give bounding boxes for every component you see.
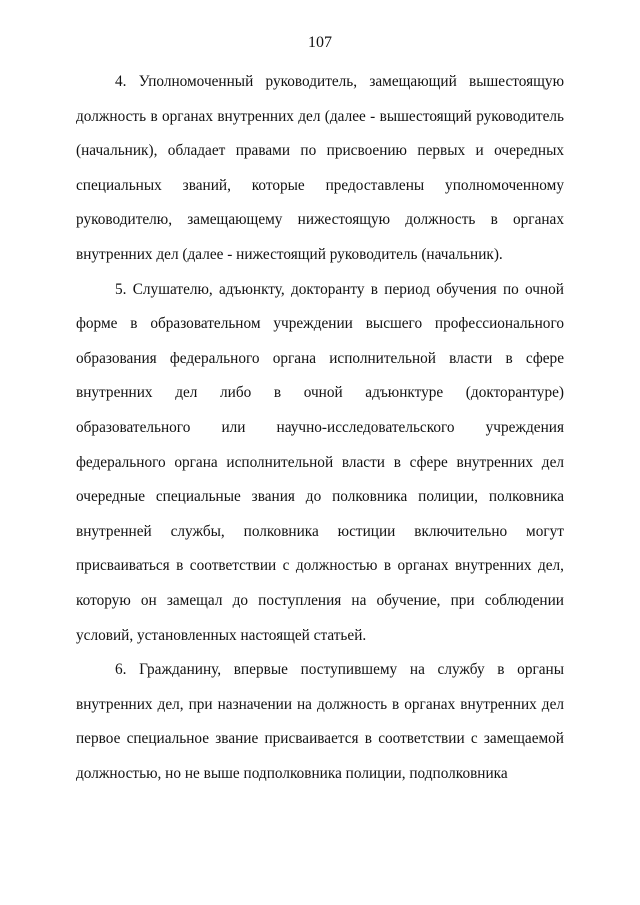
paragraph-4: 4. Уполномоченный руководитель, замещающий вышестоящую должность в органах внутренних дел (далее - вышестоящий руководитель (начальник), обладает правами по присвоению первых и очередных специальных званий, которые предоставлены уполномоченному руководителю, замещающему нижестоящую должность в органах внутренних дел (далее - нижестоящий руководитель (начальник). bbox=[76, 73, 564, 263]
page-number: 107 bbox=[308, 34, 332, 51]
paragraph-6: 6. Гражданину, впервые поступившему на службу в органы внутренних дел, при назначении на должность в органах внутренних дел первое специальное звание присваивается в соответствии с замещаемой должностью, но не выше подполковника полиции, подполковника bbox=[76, 661, 564, 782]
document-body bbox=[76, 65, 564, 791]
paragraph-5: 5. Слушателю, адъюнкту, докторанту в период обучения по очной форме в образовательном учреждении высшего профессионального образования федерального органа исполнительной власти в сфере внутренних дел либо в очной адъюнктуре (докторантуре) образовательного или научно-исследовательского учреждения федерального органа исполнительной власти в сфере внутренних дел очередные специальные звания до полковника полиции, полковника внутренней службы, полковника юстиции включительно могут присваиваться в соответствии с должностью в органах внутренних дел, которую он замещал до поступления на обучение, при соблюдении условий, установленных настоящей статьей. bbox=[76, 280, 564, 644]
